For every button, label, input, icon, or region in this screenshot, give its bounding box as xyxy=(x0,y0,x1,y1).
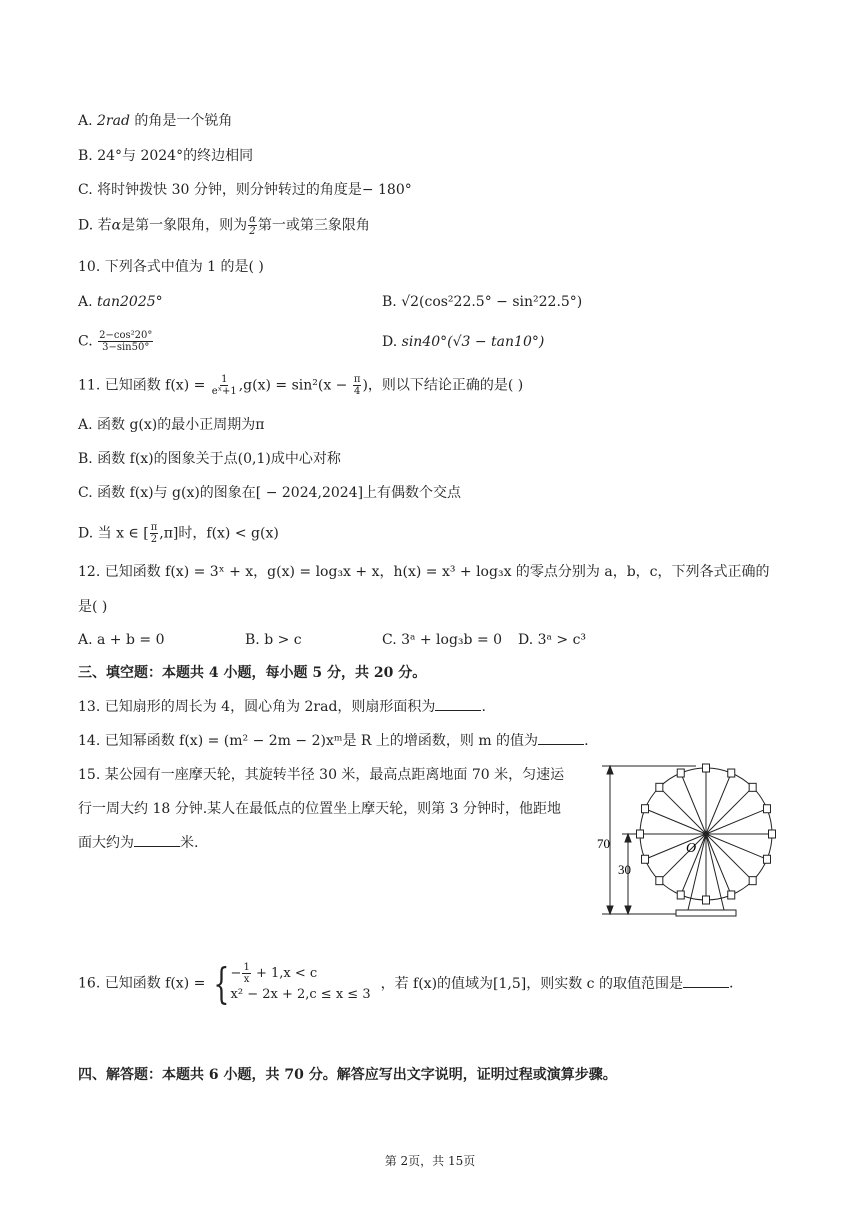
wheel-cabin xyxy=(656,877,663,885)
wheel-cabin xyxy=(749,877,756,885)
q15-line3: 面大约为 米. xyxy=(78,835,199,851)
q12-option-d: D. 3ᵃ > c³ xyxy=(518,632,587,648)
q15-line1: 15. 某公园有一座摩天轮，其旋转半径 30 米，最高点距离地面 70 米，匀速运 xyxy=(78,767,565,783)
q11-stem: 11. 已知函数 f(x) = $\frac{1}{\text{eˣ+1}}$ ,g(x) = sin²(x − $\frac{\pi}{4}$ )，则以下结论正确的是( ) xyxy=(78,374,524,397)
q16: 16. 已知函数 f(x) = { − $\frac{1}{x}$ + 1,x < c x² − 2x + 2,c ≤ x ≤ 3 ，若 f(x)的值域为[1,5]，则实数 c 的取值范围是 . xyxy=(78,958,734,1008)
q11-option-b: B. 函数 f(x)的图象关于点(0,1)成中心对称 xyxy=(78,451,341,467)
label-30: 30 xyxy=(618,862,631,877)
q10-stem: 10. 下列各式中值为 1 的是( ) xyxy=(78,259,264,275)
wheel-cabin xyxy=(763,855,770,863)
wheel-cabin xyxy=(642,855,649,863)
q11-option-c: C. 函数 f(x)与 g(x)的图象在[ − 2024,2024]上有偶数个交点 xyxy=(78,485,462,501)
q12-option-c: C. 3ᵃ + log₃b = 0 xyxy=(382,632,503,648)
label-center-o: O xyxy=(686,841,697,856)
ferris-wheel-figure xyxy=(596,762,776,922)
answer-blank xyxy=(134,834,180,847)
wheel-cabin xyxy=(677,769,684,777)
q9-option-c: C. 将时钟拨快 30 分钟，则分钟转过的角度是− 180° xyxy=(78,182,412,198)
wheel-spoke xyxy=(706,787,753,834)
q10-option-a: A. tan2025° xyxy=(78,294,163,310)
wheel-cabin xyxy=(728,891,735,899)
q9-option-d: D. 若α是第一象限角，则为 $\frac{\alpha}{2}$ 第一或第三象限角 xyxy=(78,214,370,237)
q12-stem-cont: 是( ) xyxy=(78,599,108,615)
q15-line2: 行一周大约 18 分钟.某人在最低点的位置坐上摩天轮，则第 3 分钟时，他距地 xyxy=(78,801,561,817)
wheel-cabin xyxy=(769,830,776,838)
wheel-cabin xyxy=(728,769,735,777)
wheel-cabin xyxy=(749,783,756,791)
q12-option-a: A. a + b = 0 xyxy=(78,632,165,648)
q12-option-b: B. b > c xyxy=(245,632,302,648)
q11-option-a: A. 函数 g(x)的最小正周期为π xyxy=(78,417,265,433)
answer-blank xyxy=(435,698,481,711)
q10-option-b: B. √2(cos²22.5° − sin²22.5°) xyxy=(382,294,583,310)
wheel-spoke xyxy=(659,834,706,881)
wheel-cabin xyxy=(703,896,710,904)
wheel-spoke xyxy=(706,834,753,881)
q10-option-d: D. sin40°(√3 − tan10°) xyxy=(382,334,545,350)
wheel-cabin xyxy=(677,891,684,899)
wheel-cabin xyxy=(763,805,770,813)
answer-blank xyxy=(683,975,729,988)
wheel-cabin xyxy=(642,805,649,813)
q9-option-a: A. 2rad 的角是一个锐角 xyxy=(78,113,233,129)
q9-option-b: B. 24°与 2024°的终边相同 xyxy=(78,148,254,164)
wheel-cabin xyxy=(703,764,710,772)
q11-option-d: D. 当 x ∈ [ $\frac{\pi}{2}$ ,π]时，f(x) < g(x) xyxy=(78,522,279,545)
q10-option-c: C. $\frac{\text{2−cos²20°}}{3-\sin 50^\circ}$ xyxy=(78,330,153,353)
section3-heading: 三、填空题：本题共 4 小题，每小题 5 分，共 20 分。 xyxy=(78,665,427,681)
page-footer: 第 2页，共 15页 xyxy=(384,1154,476,1168)
q13: 13. 已知扇形的周长为 4，圆心角为 2rad，则扇形面积为 . xyxy=(78,699,486,715)
wheel-cabin xyxy=(637,830,644,838)
wheel-cabin xyxy=(656,783,663,791)
label-70: 70 xyxy=(597,836,610,851)
answer-blank xyxy=(538,732,584,745)
wheel-spoke xyxy=(659,787,706,834)
q12-stem: 12. 已知函数 f(x) = 3ˣ + x，g(x) = log₃x + x，h(x) = x³ + log₃x 的零点分别为 a，b，c，下列各式正确的 xyxy=(78,564,770,580)
q14: 14. 已知幂函数 f(x) = (m² − 2m − 2)xᵐ是 R 上的增函数，则 m 的值为 . xyxy=(78,733,589,749)
section4-heading: 四、解答题：本题共 6 小题，共 70 分。解答应写出文字说明，证明过程或演算步骤。 xyxy=(78,1067,617,1083)
